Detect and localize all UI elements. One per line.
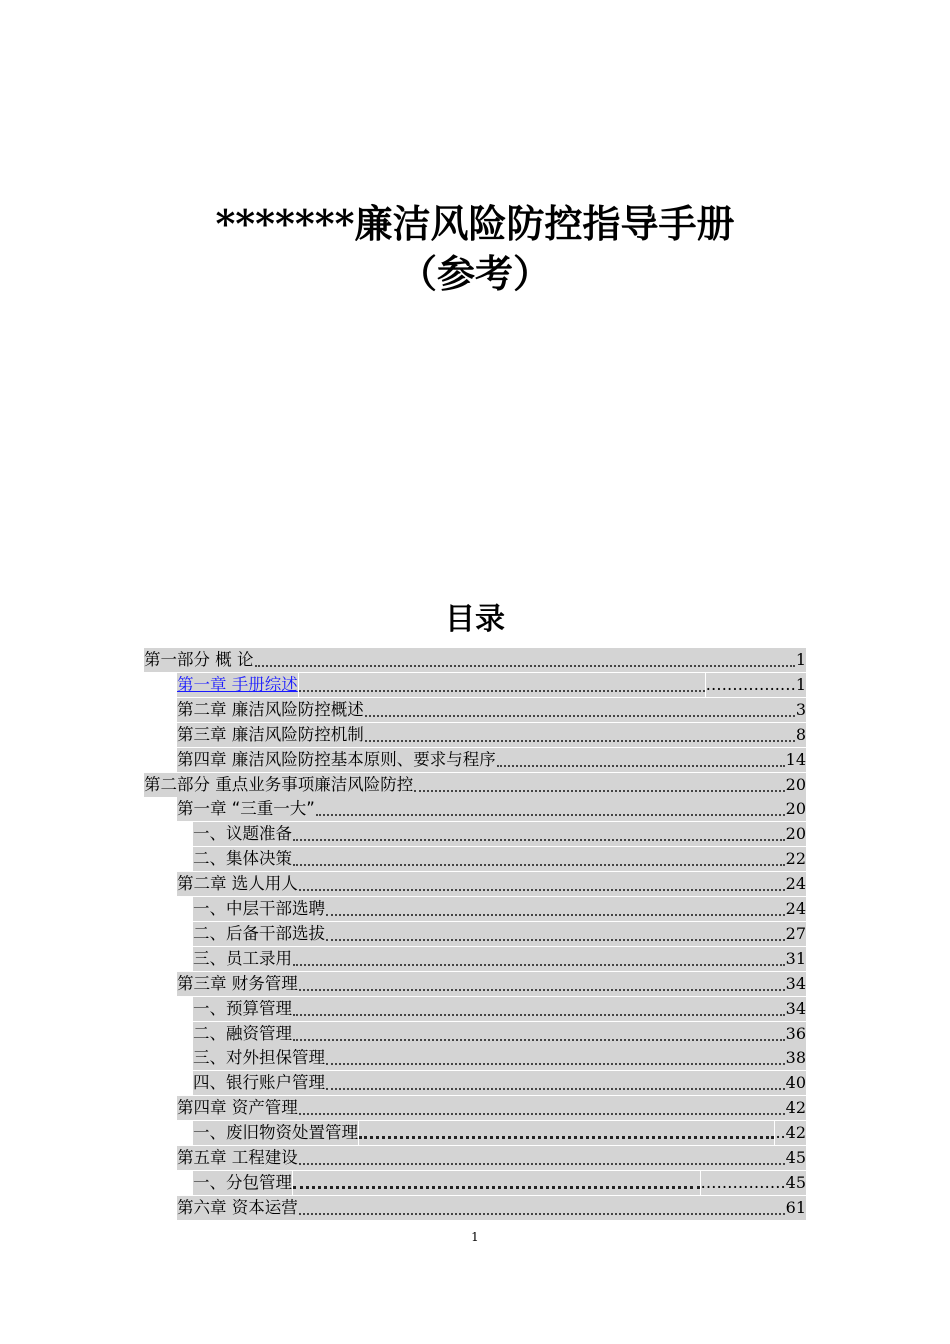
toc-entry-page: 42 xyxy=(785,1098,806,1118)
toc-entry-label: 一、议题准备 xyxy=(193,824,292,844)
toc-entry[interactable] xyxy=(177,673,806,697)
toc-entry[interactable] xyxy=(177,723,806,747)
toc-entry-page: 27 xyxy=(785,923,806,943)
toc-dot-leader xyxy=(293,947,785,971)
toc-dot-leader xyxy=(299,1096,785,1120)
toc-entry[interactable] xyxy=(177,797,806,821)
toc-entry[interactable] xyxy=(144,773,806,797)
toc-dot-leader xyxy=(326,1046,785,1070)
document-subtitle: （参考） xyxy=(398,251,551,296)
toc-entry[interactable] xyxy=(193,847,806,871)
toc-entry-label: 第一部分 概 论 xyxy=(144,650,254,669)
toc-heading: 目录 xyxy=(445,602,505,637)
toc-dot-leader xyxy=(365,723,795,747)
toc-entry[interactable] xyxy=(193,997,806,1021)
toc-entry-label: 三、员工录用 xyxy=(193,948,292,968)
toc-entry-page: 20 xyxy=(785,824,806,844)
toc-entry-page: 1 xyxy=(795,650,806,669)
toc-entry[interactable] xyxy=(177,1196,806,1220)
toc-entry-label: 第一章 手册综述 xyxy=(177,673,298,697)
toc-dot-leader xyxy=(293,997,785,1021)
toc-entry[interactable] xyxy=(193,1071,806,1095)
toc-dot-leader xyxy=(316,797,785,821)
toc-entry[interactable] xyxy=(177,1146,806,1170)
toc-entry[interactable] xyxy=(193,1046,806,1070)
toc-entry[interactable] xyxy=(193,1121,806,1145)
toc-entry-label: 一、预算管理 xyxy=(193,998,292,1018)
toc-entry-page: 22 xyxy=(785,849,806,869)
toc-dot-leader xyxy=(326,922,785,946)
toc-dot-leader xyxy=(299,673,705,697)
toc-entry-label: 一、中层干部选聘 xyxy=(193,899,325,918)
toc-entry-label: 二、融资管理 xyxy=(193,1023,292,1043)
toc-entry[interactable] xyxy=(177,748,806,772)
toc-dot-leader xyxy=(414,773,784,797)
toc-entry-label: 第四章 资产管理 xyxy=(177,1098,298,1118)
toc-dot-leader xyxy=(497,748,785,772)
toc-entry-label: 四、银行账户管理 xyxy=(193,1073,325,1093)
document-title: *******廉洁风险防控指导手册 xyxy=(215,201,735,246)
toc-dot-leader xyxy=(326,897,785,921)
toc-entry-label: 第六章 资本运营 xyxy=(177,1197,298,1217)
toc-dot-leader xyxy=(293,847,785,871)
toc-dot-leader xyxy=(326,1071,785,1095)
toc-entry-page: …………..…1 xyxy=(706,673,806,697)
toc-entry[interactable] xyxy=(177,972,806,996)
toc-dot-leader xyxy=(359,1121,774,1145)
toc-entry[interactable] xyxy=(177,872,806,896)
toc-dot-leader xyxy=(299,872,785,896)
toc-entry[interactable] xyxy=(193,947,806,971)
toc-entry-label: 一、分包管理 xyxy=(193,1171,292,1195)
toc-entry-label: 第一章 “三重一大” xyxy=(177,799,315,819)
toc-entry-page: 34 xyxy=(785,973,806,993)
toc-entry-page: 14 xyxy=(785,749,806,769)
toc-entry-page: 24 xyxy=(785,874,806,894)
toc-entry[interactable] xyxy=(193,1022,806,1046)
toc-entry-page: 38 xyxy=(785,1048,806,1068)
toc-entry-page: 8 xyxy=(795,724,806,744)
toc-entry-label: 第二章 廉洁风险防控概述 xyxy=(177,699,364,719)
toc-entry[interactable] xyxy=(177,698,806,722)
toc-entry-page: 24 xyxy=(785,899,806,918)
toc-entry-page: 3 xyxy=(795,699,806,719)
toc-entry[interactable] xyxy=(193,922,806,946)
toc-entry-page: 45 xyxy=(785,1148,806,1167)
toc-entry-label: 第三章 廉洁风险防控机制 xyxy=(177,724,364,744)
toc-dot-leader xyxy=(299,1196,785,1220)
toc-entry-label: 二、集体决策 xyxy=(193,849,292,869)
toc-entry-page: 36 xyxy=(785,1023,806,1043)
toc-entry[interactable] xyxy=(193,1171,806,1195)
toc-entry[interactable] xyxy=(193,822,806,846)
toc-entry-page: 31 xyxy=(785,948,806,968)
toc-dot-leader xyxy=(299,1146,785,1170)
toc-entry-label: 一、废旧物资处置管理 xyxy=(193,1121,358,1145)
toc-entry-label: 三、对外担保管理 xyxy=(193,1048,325,1068)
toc-entry-page: 20 xyxy=(785,799,806,819)
toc-entry[interactable] xyxy=(193,897,806,921)
toc-dot-leader xyxy=(293,1171,700,1195)
toc-entry-label: 第五章 工程建设 xyxy=(177,1148,298,1167)
toc-entry-label: 第二章 选人用人 xyxy=(177,874,298,894)
toc-entry-label: 第三章 财务管理 xyxy=(177,973,298,993)
toc-entry[interactable] xyxy=(144,648,806,672)
toc-entry-label: 二、后备干部选拔 xyxy=(193,923,325,943)
toc-entry-page: 34 xyxy=(785,998,806,1018)
toc-entry-page: 40 xyxy=(785,1073,806,1093)
toc-entry-page: ..42 xyxy=(775,1121,806,1145)
toc-entry-label: 第四章 廉洁风险防控基本原则、要求与程序 xyxy=(177,749,496,769)
toc-dot-leader xyxy=(293,1022,785,1046)
toc-entry-label: 第二部分 重点业务事项廉洁风险防控 xyxy=(144,774,414,794)
toc-dot-leader xyxy=(365,698,795,722)
toc-dot-leader xyxy=(293,822,785,846)
toc-dot-leader xyxy=(299,972,785,996)
toc-entry[interactable] xyxy=(177,1096,806,1120)
page-number: 1 xyxy=(471,1230,479,1244)
toc-entry-page: …………….45 xyxy=(701,1171,806,1195)
toc-entry-page: 61 xyxy=(785,1197,806,1217)
toc-entry-page: 20 xyxy=(785,774,806,794)
toc-dot-leader xyxy=(255,648,795,672)
